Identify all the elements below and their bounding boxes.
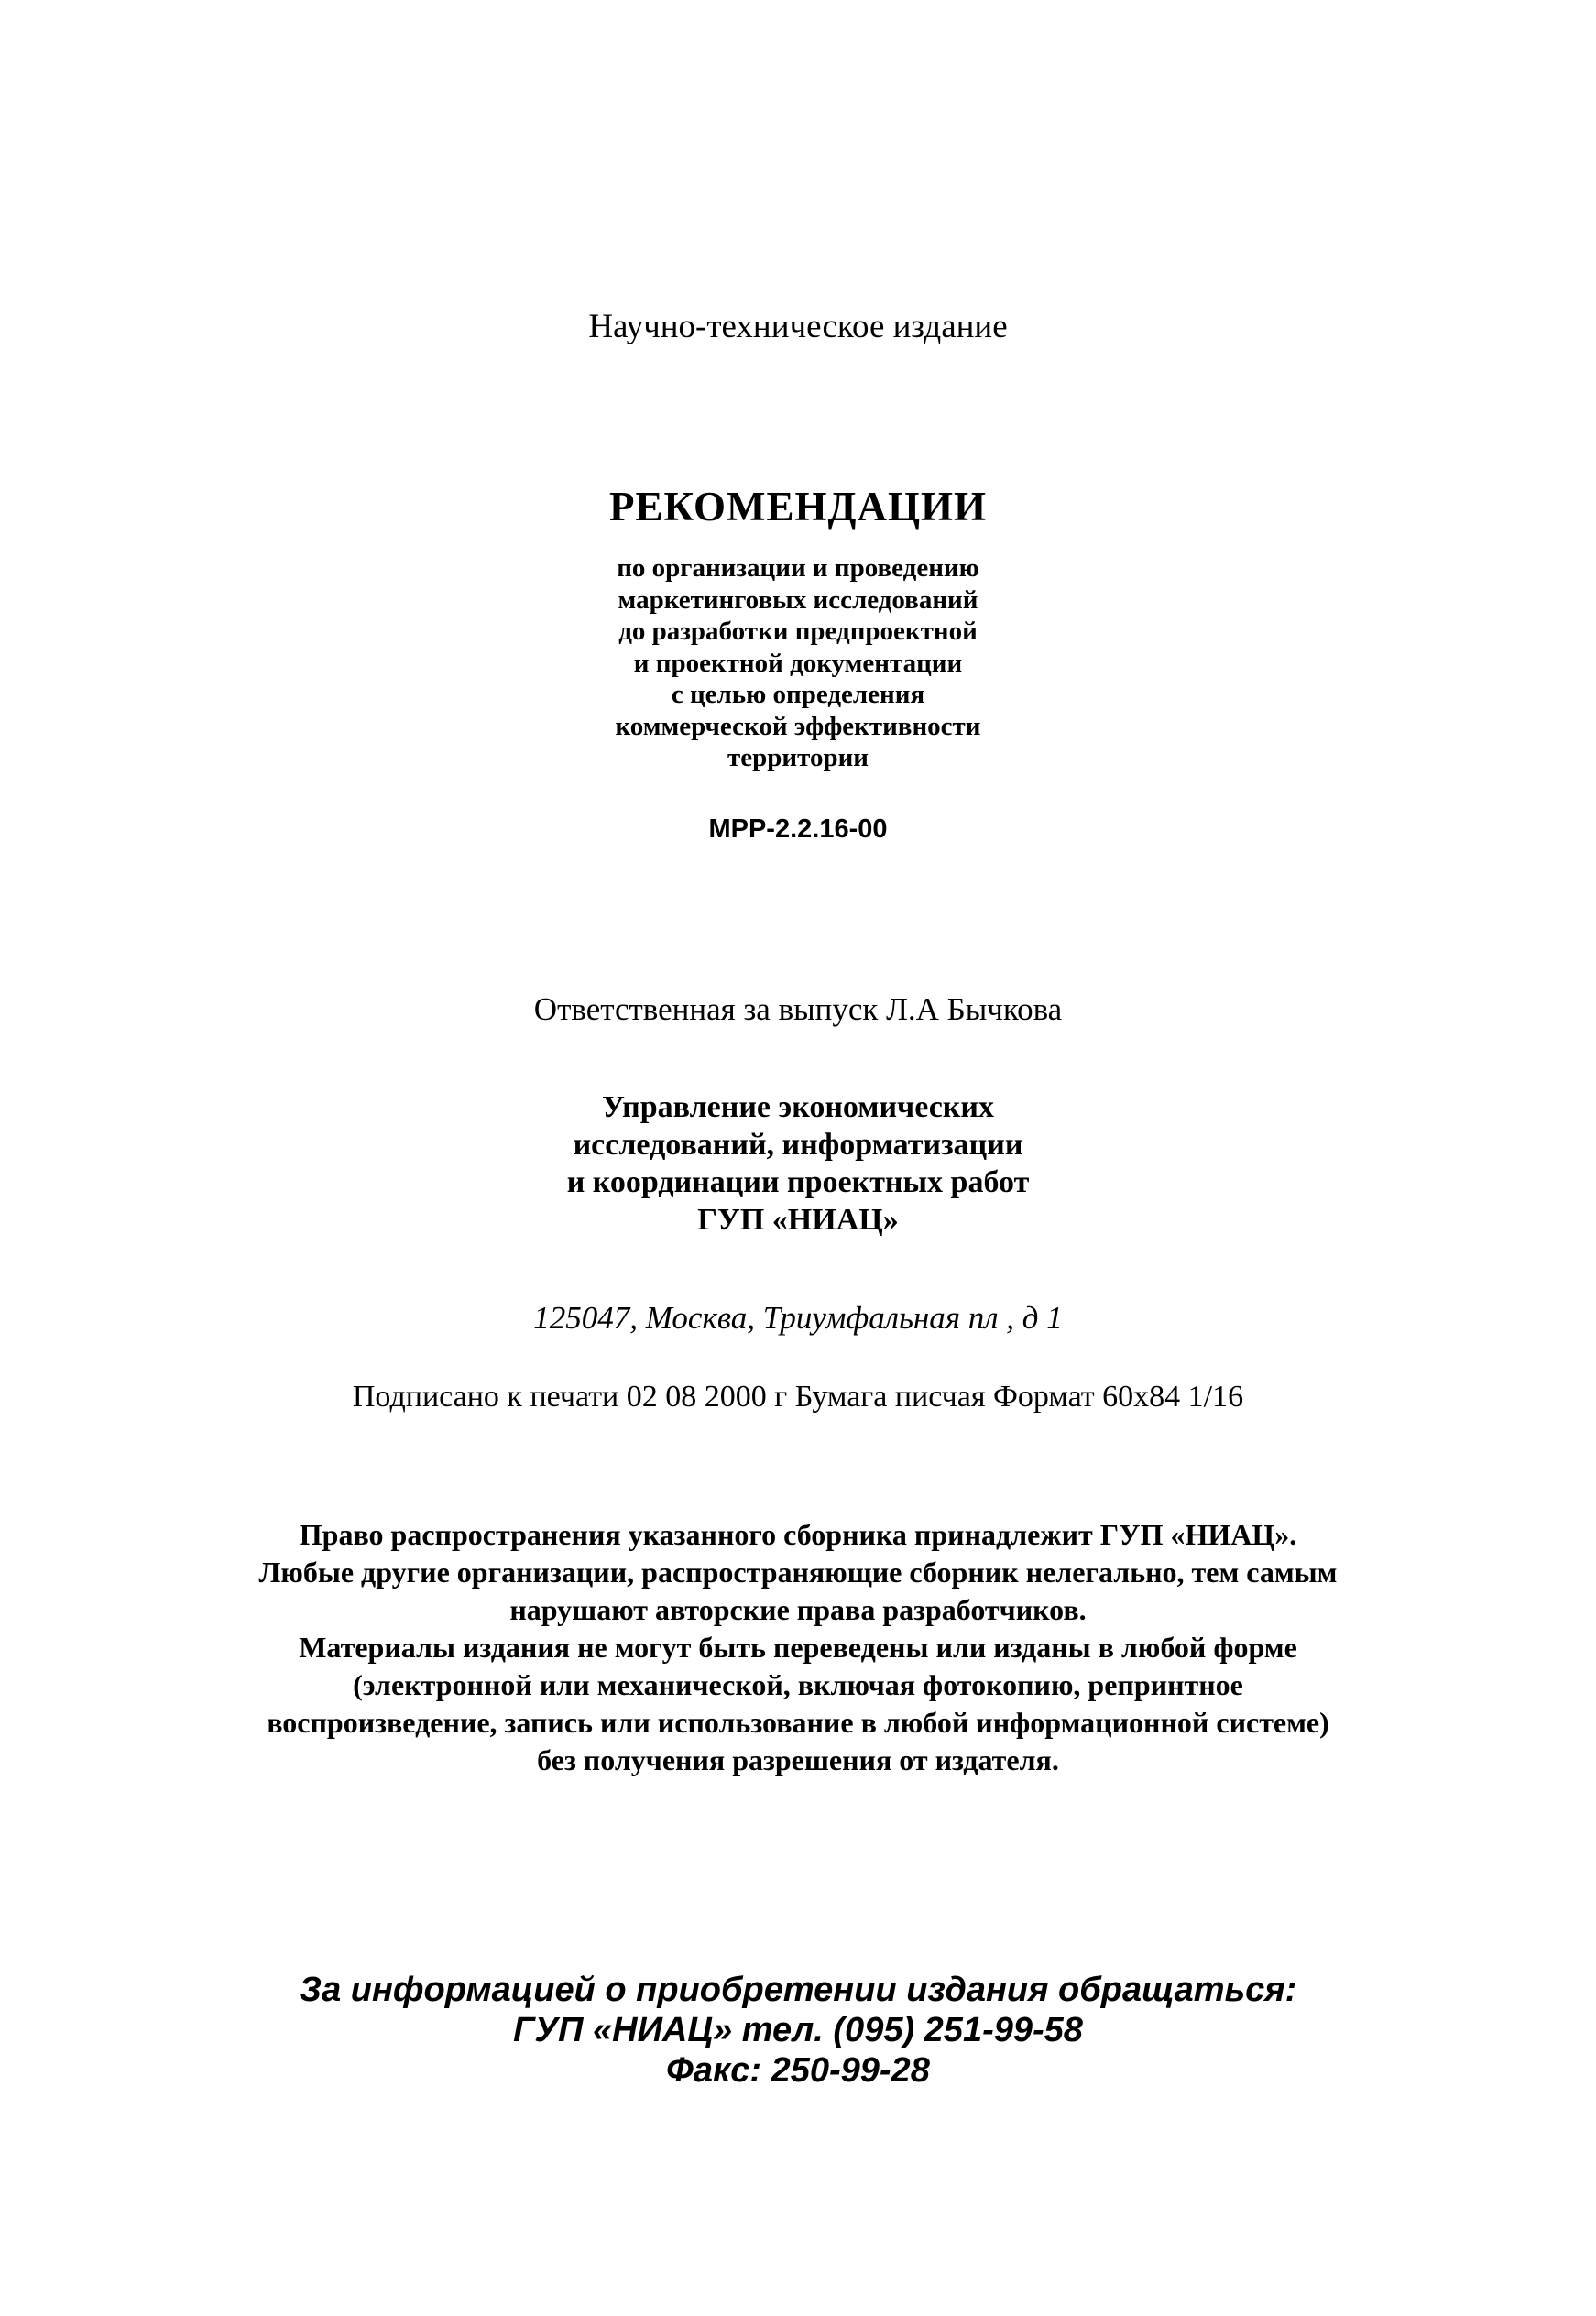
- contact-line: За информацией о приобретении издания обращаться:: [299, 1971, 1297, 2009]
- copyright-notice: [0, 1516, 1596, 1779]
- copyright-line: Материалы издания не могут быть переведены или изданы в любой форме: [299, 1631, 1297, 1664]
- copyright-line: без получения разрешения от издателя.: [537, 1743, 1059, 1776]
- document-code-text: МРР-2.2.16-00: [708, 814, 888, 844]
- publisher-address: [0, 1298, 1596, 1338]
- department-line: Управление экономических: [602, 1090, 994, 1124]
- department-line: ГУП «НИАЦ»: [697, 1203, 899, 1237]
- edition-type: [0, 307, 1596, 347]
- document-title-text: РЕКОМЕНДАЦИИ: [609, 484, 987, 530]
- document-title: [0, 481, 1596, 532]
- subtitle-line: и проектной документации: [633, 648, 963, 678]
- copyright-line: Право распространения указанного сборника принадлежит ГУП «НИАЦ».: [299, 1518, 1297, 1551]
- edition-type-text: Научно-техническое издание: [588, 308, 1008, 345]
- subtitle-line: маркетинговых исследований: [618, 584, 978, 615]
- subtitle-line: с целью определения: [671, 680, 925, 709]
- print-info-text: Подписано к печати 02 08 2000 г Бумага писчая Формат 60x84 1/16: [352, 1380, 1244, 1414]
- subtitle-line: до разработки предпроектной: [618, 617, 978, 646]
- publisher-department: [0, 1088, 1596, 1239]
- department-line: и координации проектных работ: [566, 1165, 1030, 1199]
- responsible-person-text: Ответственная за выпуск Л.А Бычкова: [533, 991, 1063, 1027]
- contact-line: ГУП «НИАЦ» тел. (095) 251-99-58: [513, 2011, 1083, 2049]
- print-info: [0, 1377, 1596, 1417]
- document-code: [0, 813, 1596, 846]
- copyright-line: Любые другие организации, распространяющие сборник нелегально, тем самым: [258, 1556, 1338, 1589]
- department-line: исследований, информатизации: [573, 1128, 1023, 1162]
- subtitle-line: коммерческой эффективности: [615, 711, 981, 741]
- copyright-line: нарушают авторские права разработчиков.: [509, 1593, 1087, 1626]
- copyright-line: воспроизведение, запись или использование в любой информационной системе): [267, 1706, 1329, 1739]
- copyright-line: (электронной или механической, включая фотокопию, репринтное: [353, 1668, 1243, 1701]
- responsible-person: [0, 989, 1596, 1030]
- subtitle-line: территории: [727, 743, 869, 772]
- contact-info: [0, 1970, 1596, 2091]
- subtitle-line: по организации и проведению: [617, 553, 979, 583]
- publisher-address-text: 125047, Москва, Триумфальная пл , д 1: [533, 1300, 1063, 1336]
- document-subtitle: [0, 552, 1596, 774]
- contact-line: Факс: 250-99-28: [666, 2051, 930, 2090]
